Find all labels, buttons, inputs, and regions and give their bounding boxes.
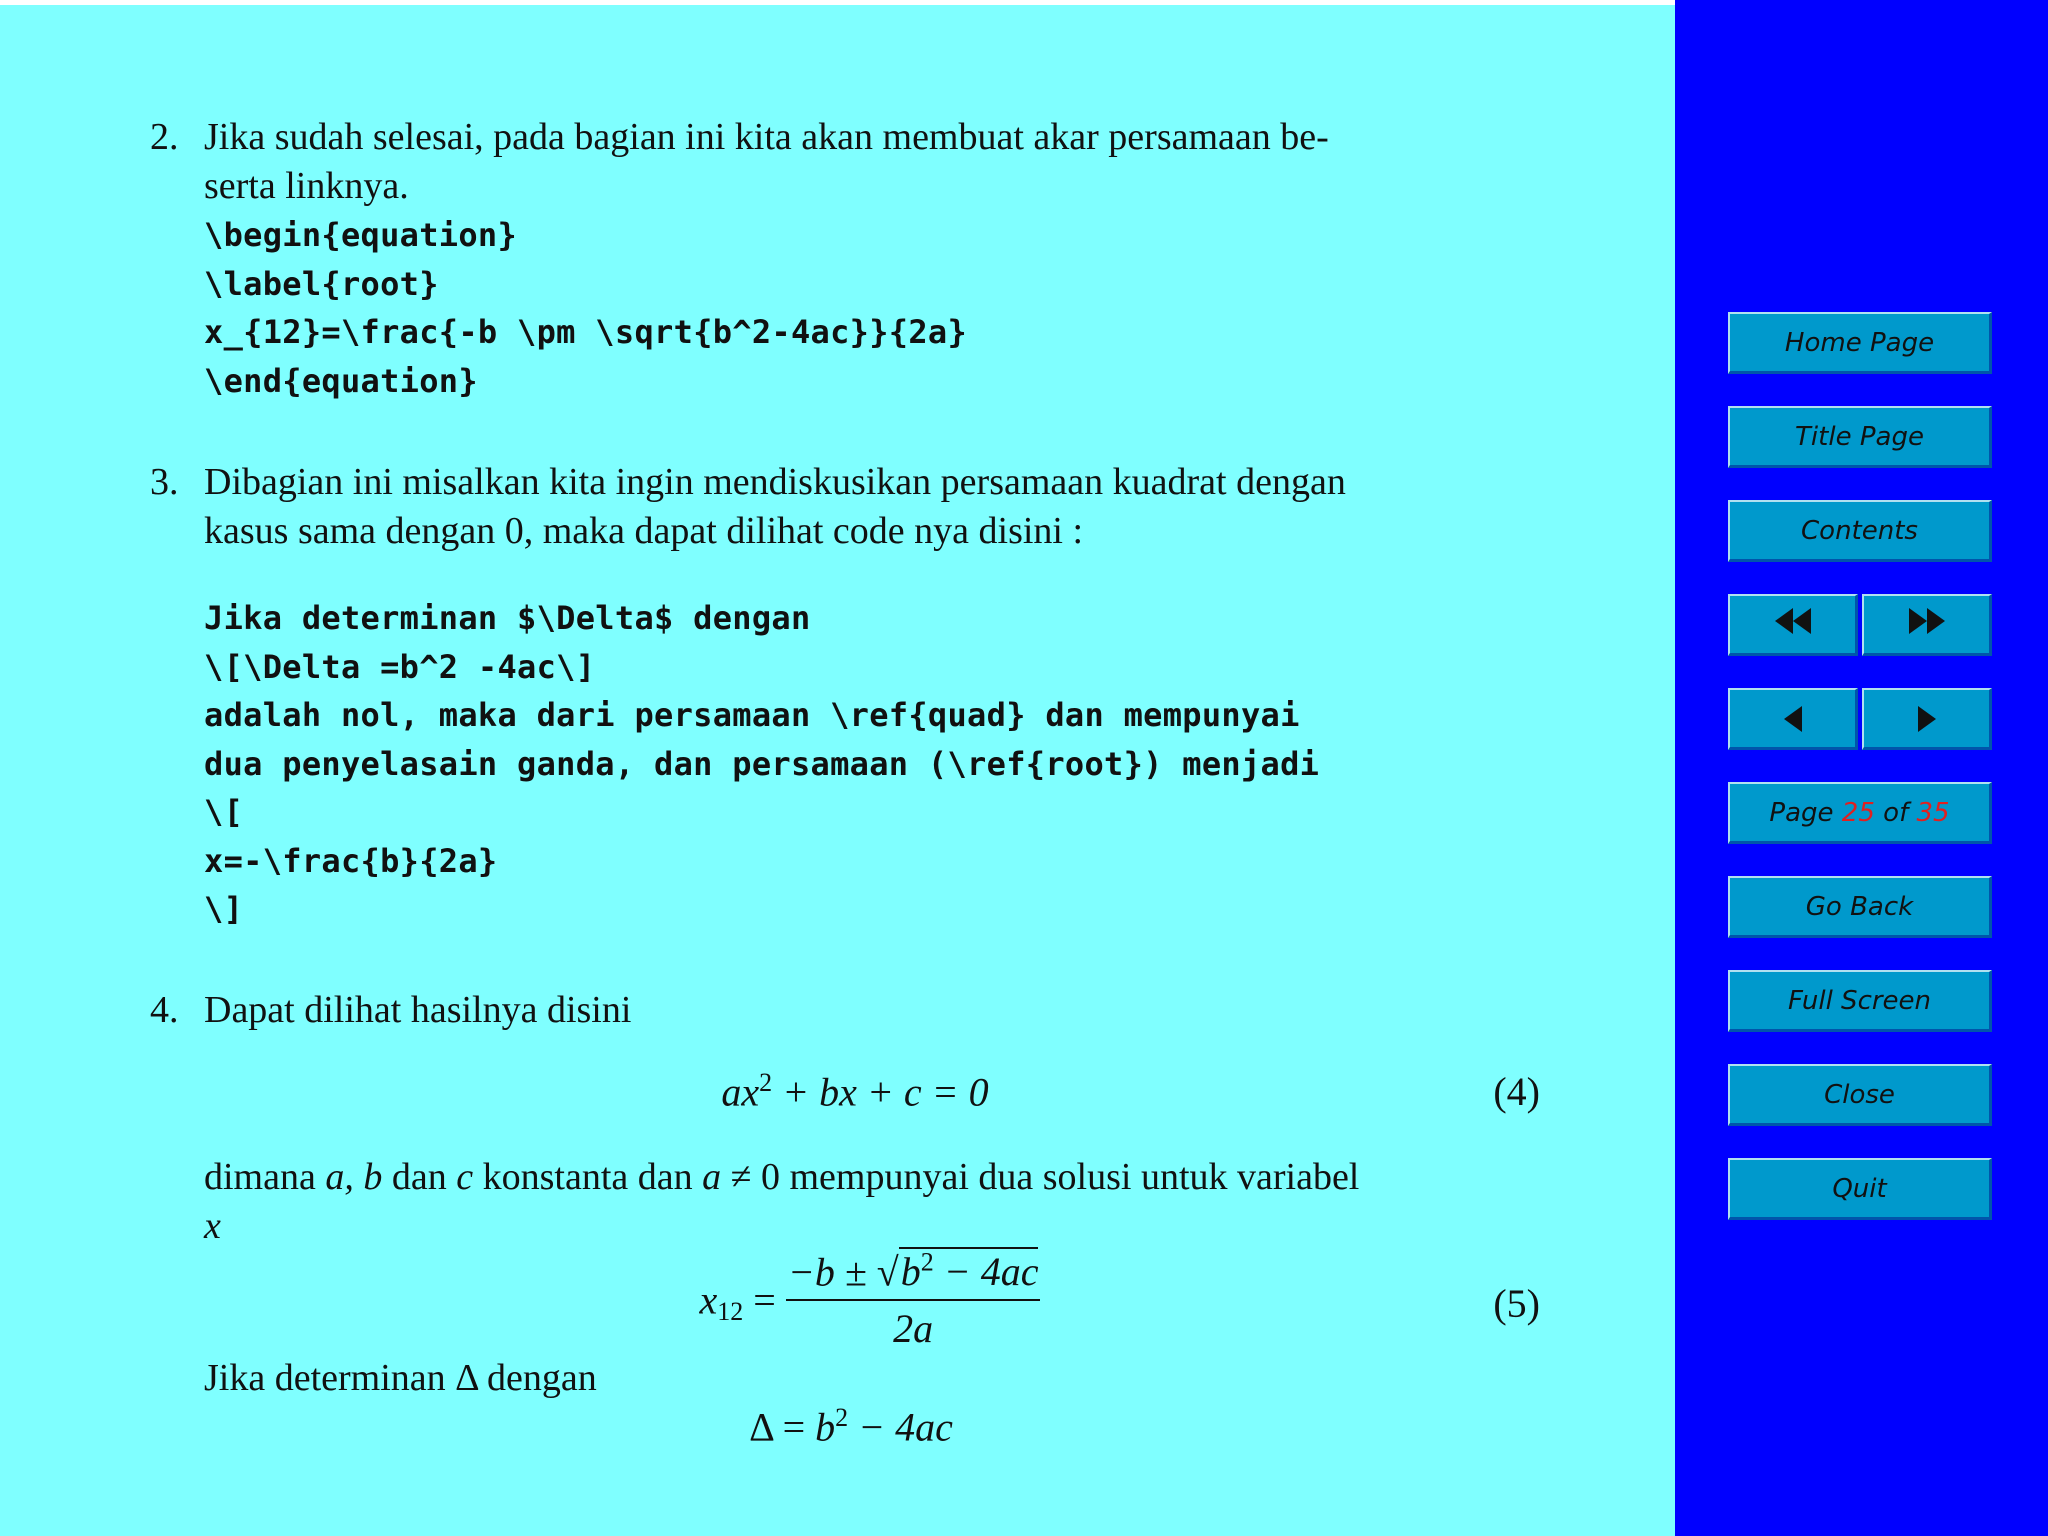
item-text-line: Dapat dilihat hasilnya disini (204, 989, 632, 1031)
total-pages: 35 (1916, 797, 1950, 828)
equation-number: (4) (1493, 1069, 1540, 1114)
item-number: 4. (150, 989, 179, 1031)
next-icon (1918, 706, 1936, 732)
title-page-button[interactable]: Title Page (1728, 406, 1992, 468)
code-block (204, 594, 1540, 934)
previous-page-button[interactable] (1728, 688, 1858, 750)
navigation-sidebar (1675, 0, 2048, 1536)
paragraph: Jika determinan Δ dengan (204, 1357, 597, 1399)
list-item (150, 458, 1540, 934)
fast-forward-icon (1909, 608, 1945, 641)
full-screen-button[interactable]: Full Screen (1728, 970, 1992, 1032)
item-text-line: Jika sudah selesai, pada bagian ini kita akan membuat akar persamaan be- (204, 116, 1329, 158)
code-line: \end{equation} (204, 361, 478, 400)
fraction: $\frac{-b \pm √b^2 - 4ac}{2a}$ (787, 1248, 1039, 1352)
current-page: 25 (1841, 797, 1875, 828)
next-page-button[interactable] (1862, 688, 1992, 750)
equation-4: $ax^2$ + bx + c = 0 (4) (721, 1068, 1540, 1115)
slide-content (0, 5, 1675, 1536)
code-line: Jika determinan $\Delta$ dengan (204, 599, 811, 637)
item-text-line: serta linknya. (204, 165, 409, 207)
page-indicator: Page 25 of 35 (1728, 782, 1992, 844)
close-button[interactable]: Close (1728, 1064, 1992, 1126)
equation-5: $x_{12}$ = $\frac{-b \pm √b^2 - 4ac}{2a}$ (5) (699, 1248, 1540, 1352)
go-back-button[interactable]: Go Back (1728, 876, 1992, 938)
code-block (204, 211, 1540, 405)
code-line: x=-\frac{b}{2a} (204, 841, 498, 880)
code-line: \begin{equation} (204, 216, 518, 254)
quit-button[interactable]: Quit (1728, 1158, 1992, 1220)
code-line: x_{12}=\frac{-b \pm \sqrt{b^2-4ac}}{2a} (204, 313, 968, 351)
code-line: \[ (204, 793, 244, 831)
paragraph: dimana a, b dan c konstanta dan a ≠ 0 mempunyai dua solusi untuk variabel x (204, 1156, 1360, 1247)
item-number: 2. (150, 116, 179, 158)
item-text-line: kasus sama dengan 0, maka dapat dilihat code nya disini : (204, 510, 1084, 552)
list-item (150, 113, 1540, 405)
code-line: adalah nol, maka dari persamaan \ref{quad} dan mempunyai (204, 696, 1300, 734)
equation-number: (5) (1493, 1281, 1540, 1326)
previous-icon (1784, 706, 1802, 732)
contents-button[interactable]: Contents (1728, 500, 1992, 562)
code-line: dua penyelasain ganda, dan persamaan (\ref{root}) menjadi (204, 744, 1320, 783)
item-text-line: Dibagian ini misalkan kita ingin mendiskusikan persamaan kuadrat dengan (204, 461, 1346, 503)
list-item (150, 986, 1540, 1450)
code-line: \label{root} (204, 264, 439, 303)
fast-backward-button[interactable] (1728, 594, 1858, 656)
fast-forward-button[interactable] (1862, 594, 1992, 656)
code-line: \[\Delta =b^2 -4ac\] (204, 647, 596, 686)
item-number: 3. (150, 461, 179, 503)
equation-delta: $\Delta = b^2 - 4ac$ (749, 1403, 953, 1450)
fast-backward-icon (1775, 608, 1811, 641)
code-line: \] (204, 890, 244, 928)
home-page-button[interactable]: Home Page (1728, 312, 1992, 374)
